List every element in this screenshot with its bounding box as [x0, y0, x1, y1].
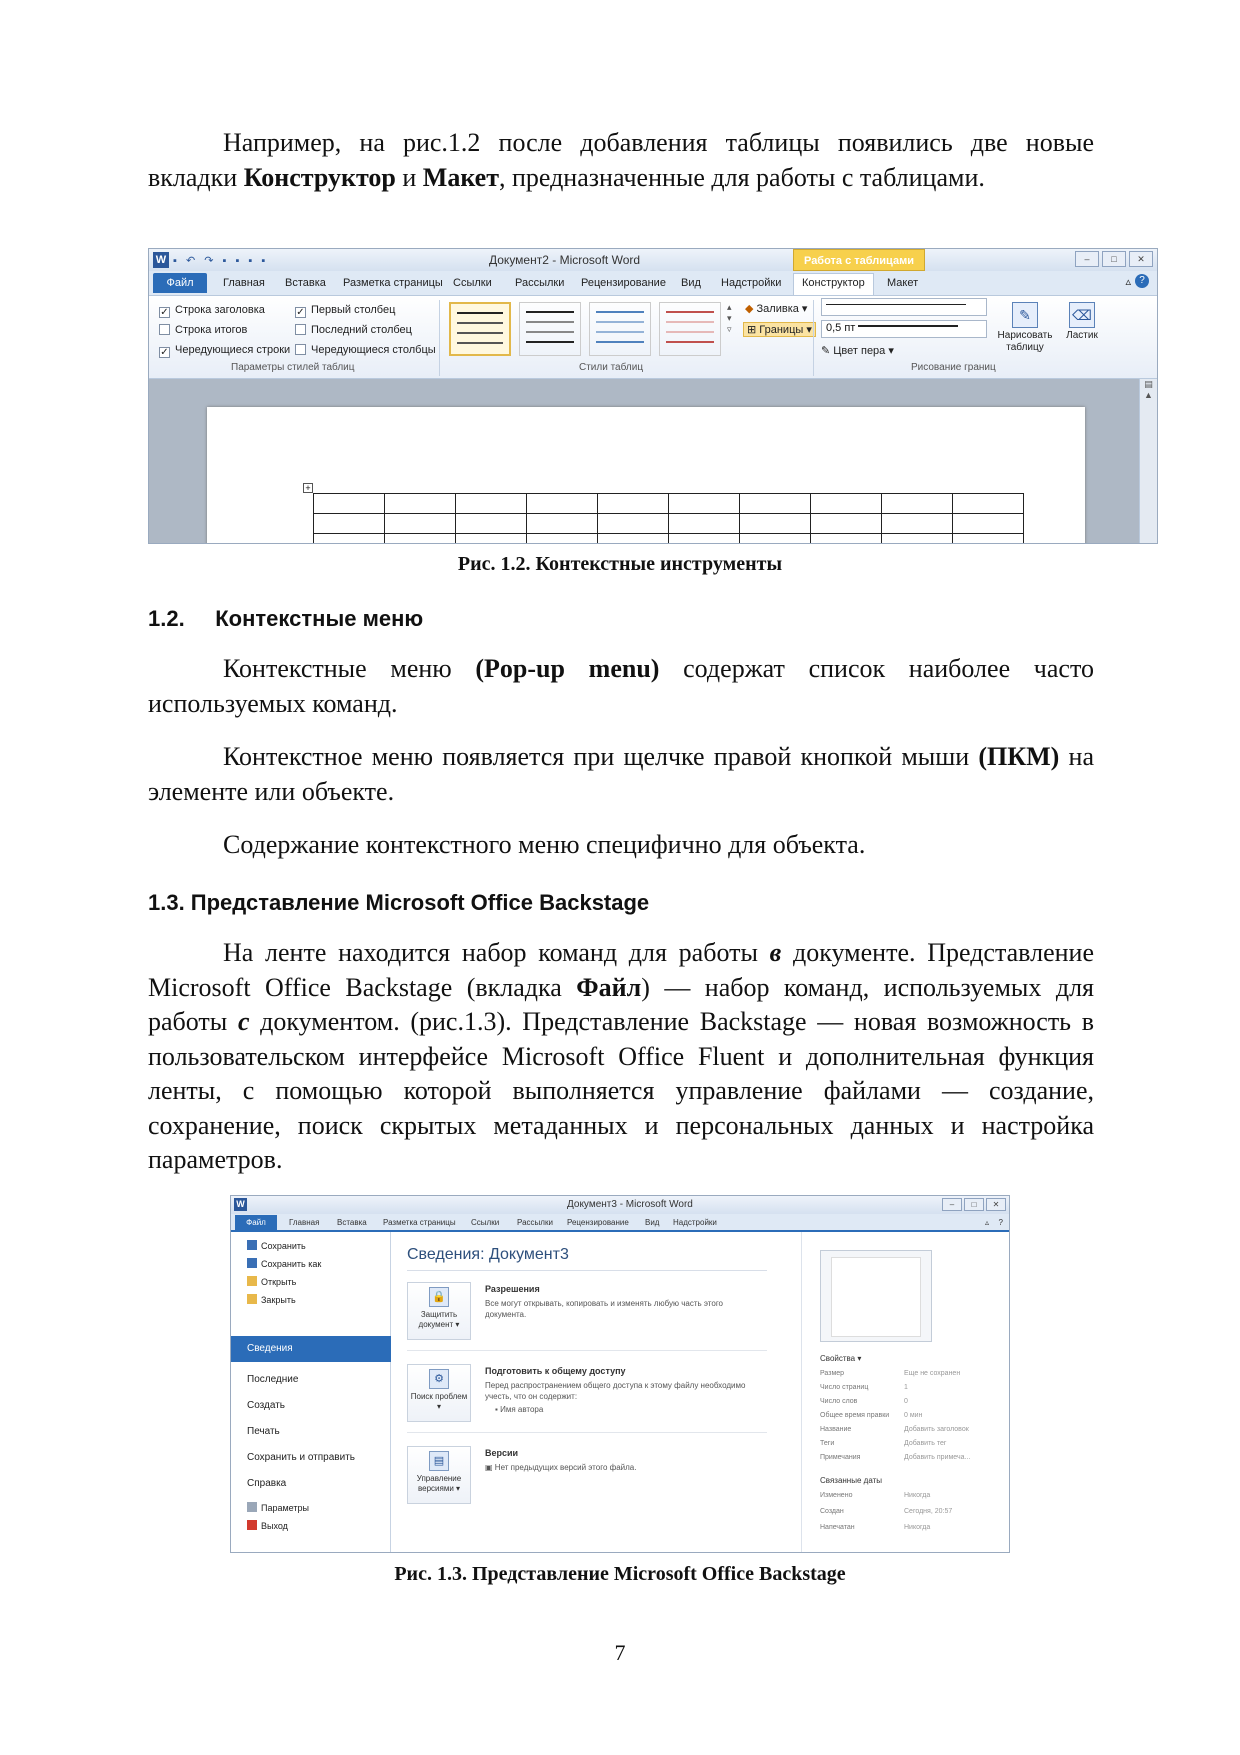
document-thumbnail: [820, 1250, 932, 1342]
section-1-2-paragraph-1: Контекстные меню (Pop-up menu) содержат список наиболее часто используемых команд.: [148, 654, 1094, 718]
tab-mailings: Рассылки: [517, 1218, 553, 1227]
menu-save: Сохранить: [247, 1240, 306, 1251]
ribbon-panel: [149, 295, 1157, 379]
tab-review: Рецензирование: [567, 1218, 629, 1227]
paint-bucket-icon: ◆: [745, 303, 754, 315]
maximize-icon: □: [964, 1198, 984, 1211]
section-1-2-heading: 1.2. Контекстные меню: [148, 606, 424, 631]
menu-options: Параметры: [247, 1502, 309, 1513]
date-label: Напечатан: [820, 1524, 855, 1531]
ribbon-minimize-icon: ▵: [1125, 276, 1131, 288]
prop-label: Число страниц: [820, 1384, 869, 1391]
eraser-icon: ⌫: [1069, 302, 1095, 328]
date-value: Никогда: [904, 1492, 931, 1499]
quick-access-toolbar: ▪ ↶ ↷ ▪ ▪ ▪ ▪: [173, 255, 269, 267]
minimize-icon: –: [942, 1198, 962, 1211]
prop-label: Примечания: [820, 1454, 861, 1461]
window-controls: [1075, 251, 1153, 267]
author-name-bullet: ▪ Имя автора: [495, 1405, 544, 1414]
manage-versions-button: ▤ Управление версиями ▾: [407, 1446, 471, 1504]
checkbox-first-column: ✓ Первый столбец: [296, 304, 396, 318]
menu-exit: Выход: [247, 1520, 288, 1531]
tab-page-layout: Разметка страницы: [343, 277, 443, 289]
checkbox-header-row: ✓ Строка заголовка: [160, 304, 265, 318]
group-label-style-options: Параметры стилей таблиц: [231, 362, 355, 373]
group-label-draw-borders: Рисование границ: [911, 362, 996, 373]
maximize-icon: □: [1102, 251, 1126, 267]
figure-1-3-caption: Рис. 1.3. Представление Microsoft Office Backstage: [394, 1563, 846, 1585]
checkbox-total-row: Строка итогов: [159, 324, 247, 336]
tab-layout: Макет: [887, 277, 919, 289]
window-title: Документ3 - Microsoft Word: [567, 1199, 693, 1210]
ruler-toggle-icon: ▤: [1144, 379, 1153, 389]
permissions-title: Разрешения: [485, 1284, 540, 1294]
menu-print: Печать: [247, 1426, 280, 1437]
prop-value: Добавить тег: [904, 1440, 947, 1447]
versions-title: Версии: [485, 1448, 519, 1458]
permissions-desc: Все могут открывать, копировать и изменять любую часть этого документа.: [485, 1299, 724, 1319]
prop-value: Еще не сохранен: [904, 1370, 961, 1377]
group-separator: [813, 300, 814, 376]
prop-value: Добавить примеча...: [904, 1454, 971, 1461]
date-value: Никогда: [904, 1524, 931, 1531]
menu-help: Справка: [247, 1478, 287, 1489]
menu-recent: Последние: [247, 1374, 299, 1385]
table-style-thumbnail: [519, 302, 581, 356]
group-label-table-styles: Стили таблиц: [579, 362, 644, 373]
version-doc-icon: ▣: [485, 1463, 493, 1472]
divider: [407, 1350, 767, 1351]
page-number: 7: [614, 1640, 626, 1665]
tab-view: Вид: [681, 277, 701, 289]
backstage-sidebar: [231, 1232, 391, 1553]
pen-style-dropdown: [821, 298, 987, 316]
tab-view: Вид: [645, 1218, 660, 1227]
exit-icon: [247, 1520, 257, 1530]
pen-icon: ✎: [821, 345, 831, 357]
prop-value: 1: [904, 1384, 908, 1391]
vertical-scrollbar: [1139, 379, 1157, 544]
ribbon-tabs: [149, 271, 1157, 295]
tab-references: Ссылки: [453, 277, 492, 289]
checkbox-last-column: Последний столбец: [295, 324, 412, 336]
prop-label: Число слов: [820, 1398, 858, 1405]
context-tab-group: Работа с таблицами: [793, 249, 925, 271]
gallery-scroll-icon: ▴ ▾ ▿: [727, 302, 732, 334]
prop-value: Добавить заголовок: [904, 1426, 969, 1433]
pen-weight-dropdown: 0,5 пт: [821, 320, 987, 338]
tab-review: Рецензирование: [581, 277, 666, 289]
tab-addins: Надстройки: [721, 277, 782, 289]
prepare-sharing-desc: Перед распространением общего доступа к этому файлу необходимо учесть, что он содержит:: [485, 1381, 746, 1401]
options-icon: [247, 1502, 257, 1512]
checkbox-banded-rows: ✓ Чередующиеся строки: [160, 344, 291, 358]
checkbox-unchecked-icon: [295, 344, 306, 355]
table-move-handle-icon: +: [303, 483, 313, 493]
table-style-thumbnail: [449, 302, 511, 356]
backstage-properties-pane: [801, 1232, 1010, 1553]
menu-info-active: Сведения: [231, 1336, 391, 1362]
close-icon: ✕: [986, 1198, 1006, 1211]
document-area: [149, 379, 1157, 544]
tab-design: Конструктор: [793, 273, 874, 295]
close-icon: ✕: [1129, 251, 1153, 267]
figure-1-2-caption: Рис. 1.2. Контекстные инструменты: [457, 553, 783, 575]
protect-document-button: 🔒 Защитить документ ▾: [407, 1282, 471, 1340]
close-folder-icon: [247, 1294, 257, 1304]
tab-home: Главная: [289, 1218, 320, 1227]
tab-file: Файл: [235, 1215, 277, 1231]
tab-page-layout: Разметка страницы: [383, 1218, 456, 1227]
tab-insert: Вставка: [337, 1218, 367, 1227]
prop-value: 0 мин: [904, 1412, 923, 1419]
scroll-up-icon: ▲: [1144, 390, 1153, 400]
help-icon: ?: [1135, 274, 1149, 288]
divider: [407, 1270, 767, 1271]
versions-desc: ▣ Нет предыдущих версий этого файла.: [485, 1463, 637, 1472]
dates-header: Связанные даты: [820, 1476, 882, 1485]
prop-label: Общее время правки: [820, 1412, 890, 1419]
figure-backstage-screenshot: [230, 1195, 1010, 1553]
checkbox-checked-icon: ✓: [160, 307, 169, 318]
section-1-2-paragraph-2: Контекстное меню появляется при щелчке правой кнопкой мыши (ПКМ) на элементе или объекте.: [148, 742, 1094, 806]
info-title: Сведения: Документ3: [407, 1246, 569, 1263]
checkbox-checked-icon: ✓: [160, 347, 169, 358]
prop-label: Название: [820, 1426, 852, 1433]
intro-paragraph: Например, на рис.1.2 после добавления таблицы появились две новые вкладки Конструктор и Макет, предназначенные для работы с таблицами.: [148, 128, 1094, 192]
save-as-icon: [247, 1258, 257, 1268]
tab-references: Ссылки: [471, 1218, 500, 1227]
borders-button: ⊞ Границы ▾: [743, 322, 816, 337]
versions-icon: ▤: [429, 1451, 449, 1471]
section-1-3-heading: 1.3. Представление Microsoft Office Backstage: [148, 890, 650, 915]
tab-addins: Надстройки: [673, 1218, 717, 1227]
checkbox-unchecked-icon: [295, 324, 306, 335]
save-icon: [247, 1240, 257, 1250]
minimize-icon: –: [1075, 251, 1099, 267]
menu-close: Закрыть: [247, 1294, 296, 1305]
table-style-thumbnail: [589, 302, 651, 356]
word-app-icon: W: [234, 1198, 247, 1211]
help-icon: ?: [998, 1218, 1003, 1227]
ribbon-minimize-icon: ▵: [984, 1218, 989, 1227]
borders-icon: ⊞: [747, 324, 757, 336]
tab-home: Главная: [223, 277, 265, 289]
pen-color-button: ✎ Цвет пера ▾: [821, 345, 894, 357]
open-folder-icon: [247, 1276, 257, 1286]
divider: [407, 1432, 767, 1433]
date-label: Изменено: [820, 1492, 853, 1499]
check-issues-button: ⚙ Поиск проблем ▾: [407, 1364, 471, 1422]
title-bar: [149, 249, 1157, 271]
figure-table-tools-screenshot: [148, 248, 1158, 544]
menu-save-send: Сохранить и отправить: [247, 1452, 355, 1463]
properties-header: Свойства ▾: [820, 1354, 862, 1363]
window-title: Документ2 - Microsoft Word: [489, 253, 641, 267]
title-bar: [231, 1196, 1009, 1214]
date-label: Создан: [820, 1508, 844, 1515]
prop-label: Теги: [820, 1440, 835, 1447]
draw-table-icon: ✎: [1012, 302, 1038, 328]
tab-file: Файл: [153, 273, 207, 293]
checkbox-checked-icon: ✓: [296, 307, 305, 318]
shading-button: ◆ Заливка ▾: [745, 303, 808, 315]
group-separator: [439, 300, 440, 376]
lock-icon: 🔒: [429, 1287, 449, 1307]
inserted-table: [313, 493, 1024, 544]
prop-value: 0: [904, 1398, 908, 1405]
section-1-3-paragraph: На ленте находится набор команд для работы в документе. Представление Microsoft Office Backstage (вкладка Файл) — набор команд, используемых для работы с документом. (рис.1.3). Представление Backstage — новая возможность в пользовательском интерфейсе Microsoft Office Fluent и дополнительная функция ленты, с помощью которой выполняется управление файлами — создание, сохранение, поиск скрытых метаданных и персональных данных и настройка параметров.: [148, 938, 1095, 1174]
word-app-icon: W: [153, 252, 169, 268]
menu-open: Открыть: [247, 1276, 296, 1287]
document-paper: [207, 407, 1085, 544]
section-1-2-paragraph-3: Содержание контекстного меню специфично для объекта.: [223, 830, 866, 859]
tab-mailings: Рассылки: [515, 277, 565, 289]
checkbox-unchecked-icon: [159, 324, 170, 335]
backstage-info-pane: [407, 1232, 787, 1553]
table-style-thumbnail: [659, 302, 721, 356]
tab-insert: Вставка: [285, 277, 326, 289]
menu-new: Создать: [247, 1400, 286, 1411]
date-value: Сегодня, 20:57: [904, 1508, 953, 1515]
inspect-icon: ⚙: [429, 1369, 449, 1389]
draw-table-button: ✎ Нарисовать таблицу: [995, 302, 1055, 354]
menu-save-as: Сохранить как: [247, 1258, 321, 1269]
prop-label: Размер: [820, 1370, 845, 1377]
checkbox-banded-columns: Чередующиеся столбцы: [295, 344, 436, 356]
eraser-button: ⌫ Ластик: [1057, 302, 1107, 342]
window-controls: [942, 1198, 1006, 1211]
ribbon-tabs: [231, 1214, 1009, 1232]
prepare-sharing-title: Подготовить к общему доступу: [485, 1366, 626, 1376]
